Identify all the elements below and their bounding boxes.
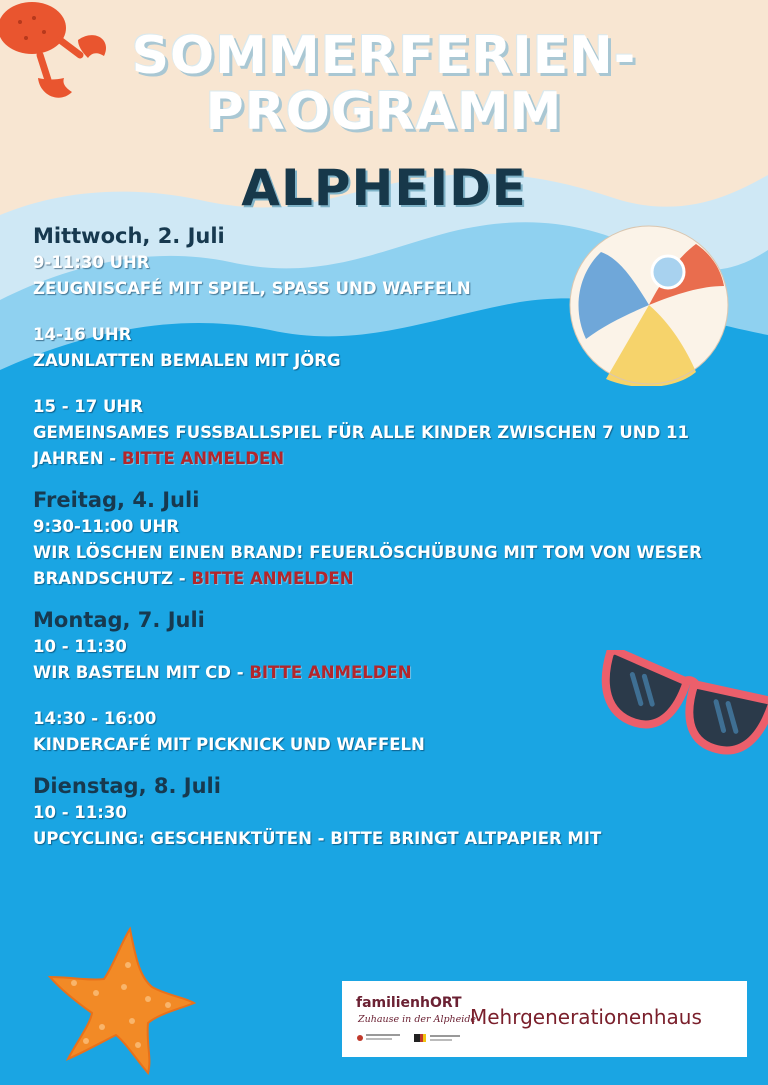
event-time: 10 - 11:30 xyxy=(33,637,127,656)
logo-tagline: Zuhause in der Alpheide xyxy=(358,1014,477,1025)
registration-note: BITTE ANMELDEN xyxy=(191,569,354,588)
sponsor-logo-box xyxy=(342,981,747,1057)
starfish-icon xyxy=(48,925,196,1075)
event-time: 14-16 UHR xyxy=(33,325,132,344)
logo-wordmark: familienhORT xyxy=(356,995,462,1011)
day-label: Dienstag, 8. Juli xyxy=(33,774,221,798)
event-time: 14:30 - 16:00 xyxy=(33,709,157,728)
event-time: 9-11:30 UHR xyxy=(33,253,150,272)
partner-logos-icon xyxy=(356,1031,468,1045)
event-description: ZEUGNISCAFÉ MIT SPIEL, SPASS UND WAFFELN xyxy=(33,279,471,298)
event xyxy=(33,706,733,758)
familienhort-logo xyxy=(356,995,477,1047)
event-description: KINDERCAFÉ MIT PICKNICK UND WAFFELN xyxy=(33,735,425,754)
event xyxy=(33,800,733,852)
title-line-2: PROGRAMM xyxy=(205,82,563,142)
event xyxy=(33,634,733,686)
event xyxy=(33,514,733,592)
event-time: 15 - 17 UHR xyxy=(33,397,143,416)
day-label: Freitag, 4. Juli xyxy=(33,488,200,512)
event-time: 10 - 11:30 xyxy=(33,803,127,822)
subtitle: ALPHEIDE xyxy=(241,159,527,217)
event-description: WIR BASTELN MIT CD - BITTE ANMELDEN xyxy=(33,663,412,682)
mehrgenerationenhaus-label: Mehrgenerationenhaus xyxy=(470,1005,702,1029)
registration-note: BITTE ANMELDEN xyxy=(121,449,285,468)
event xyxy=(33,322,733,374)
title-line-1: SOMMERFERIEN- xyxy=(131,26,637,86)
event-description: GEMEINSAMES FUSSBALLSPIEL FÜR ALLE KINDER ZWISCHEN 7 UND 11 JAHREN - BITTE ANMELDEN xyxy=(33,423,689,468)
registration-note: BITTE ANMELDEN xyxy=(249,663,412,682)
event xyxy=(33,250,733,302)
day-label: Montag, 7. Juli xyxy=(33,608,205,632)
program-list xyxy=(33,218,733,872)
event xyxy=(33,394,733,472)
event-description: ZAUNLATTEN BEMALEN MIT JÖRG xyxy=(33,351,341,370)
event-time: 9:30-11:00 UHR xyxy=(33,517,180,536)
event-description: WIR LÖSCHEN EINEN BRAND! FEUERLÖSCHÜBUNG MIT TOM VON WESER BRANDSCHUTZ - BITTE ANMELDEN xyxy=(33,543,702,588)
day-label: Mittwoch, 2. Juli xyxy=(33,224,225,248)
event-description: UPCYCLING: GESCHENKTÜTEN - BITTE BRINGT ALTPAPIER MIT xyxy=(33,829,602,848)
